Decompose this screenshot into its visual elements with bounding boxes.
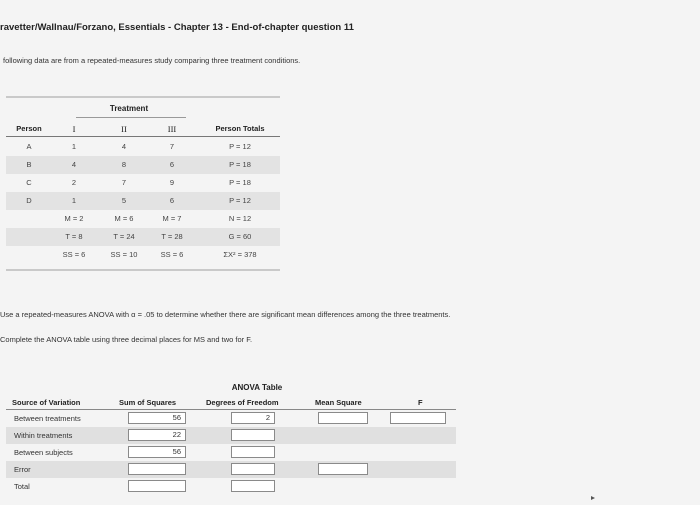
- cell: M = 2: [64, 214, 84, 223]
- anova-header-ss: Sum of Squares: [119, 398, 177, 407]
- ss-input[interactable]: 56: [128, 412, 186, 424]
- cell: T = 28: [161, 232, 183, 241]
- intro-text: following data are from a repeated-measures study comparing three treatment conditions.: [3, 56, 301, 65]
- cell: 4: [71, 160, 77, 169]
- cell: P = 18: [229, 160, 251, 169]
- anova-row-between-treatments: [6, 410, 456, 427]
- table-row: [6, 174, 280, 192]
- col-person: Person: [16, 124, 42, 133]
- cell: 7: [169, 142, 175, 151]
- cell: 2: [71, 178, 77, 187]
- df-input[interactable]: [231, 446, 275, 458]
- anova-caption: ANOVA Table: [231, 383, 283, 392]
- cell: 7: [121, 178, 127, 187]
- summary-row: [6, 246, 280, 264]
- ss-input[interactable]: 22: [128, 429, 186, 441]
- cell: SS = 6: [62, 250, 86, 259]
- cell: SS = 6: [160, 250, 184, 259]
- row-label: Within treatments: [14, 431, 73, 440]
- anova-row-within-treatments: [6, 427, 456, 444]
- cell: 4: [121, 142, 127, 151]
- treatment-heading: Treatment: [109, 104, 149, 113]
- cell: M = 7: [162, 214, 182, 223]
- anova-row-error: [6, 461, 456, 478]
- cell: A: [26, 142, 32, 151]
- pointer-arrow-icon: [591, 496, 595, 500]
- cell: N = 12: [228, 214, 252, 223]
- cell: G = 60: [228, 232, 252, 241]
- table-row: [6, 192, 280, 210]
- cell: SS = 10: [110, 250, 138, 259]
- ss-input[interactable]: 56: [128, 446, 186, 458]
- row-label: Total: [14, 482, 30, 491]
- cell: 6: [169, 160, 175, 169]
- df-input[interactable]: [231, 480, 275, 492]
- row-label: Between subjects: [14, 448, 73, 457]
- cell: 9: [169, 178, 175, 187]
- cell: 1: [71, 142, 77, 151]
- cell: 8: [121, 160, 127, 169]
- cell: P = 12: [229, 196, 251, 205]
- row-label: Error: [14, 465, 31, 474]
- ss-input[interactable]: [128, 480, 186, 492]
- cell: 5: [121, 196, 127, 205]
- cell: P = 18: [229, 178, 251, 187]
- ms-input[interactable]: [318, 463, 368, 475]
- treatment-underline: [76, 117, 186, 118]
- header-rule: [6, 136, 280, 137]
- table-bottom-rule: [6, 269, 280, 271]
- page-title: ravetter/Wallnau/Forzano, Essentials - Chapter 13 - End-of-chapter question 11: [0, 22, 354, 33]
- instruction-text: Complete the ANOVA table using three decimal places for MS and two for F.: [0, 335, 253, 344]
- anova-header-ms: Mean Square: [315, 398, 362, 407]
- table-row: [6, 138, 280, 156]
- col-person-totals: Person Totals: [215, 124, 265, 133]
- cell: T = 8: [65, 232, 83, 241]
- anova-header-source: Source of Variation: [12, 398, 81, 407]
- cell: P = 12: [229, 142, 251, 151]
- cell: C: [26, 178, 32, 187]
- col-treatment-2: II: [121, 124, 127, 134]
- anova-row-total: [6, 478, 456, 495]
- df-input[interactable]: 2: [231, 412, 275, 424]
- cell: 1: [71, 196, 77, 205]
- summary-row: [6, 228, 280, 246]
- table-top-rule: [6, 96, 280, 98]
- f-input[interactable]: [390, 412, 446, 424]
- table-row: [6, 156, 280, 174]
- cell: ΣX² = 378: [223, 250, 257, 259]
- col-treatment-3: III: [167, 124, 177, 134]
- col-treatment-1: I: [72, 124, 76, 134]
- anova-header-df: Degrees of Freedom: [206, 398, 279, 407]
- df-input[interactable]: [231, 463, 275, 475]
- cell: M = 6: [114, 214, 134, 223]
- cell: B: [26, 160, 32, 169]
- anova-header-f: F: [418, 398, 423, 407]
- cell: T = 24: [113, 232, 135, 241]
- row-label: Between treatments: [14, 414, 81, 423]
- anova-row-between-subjects: [6, 444, 456, 461]
- df-input[interactable]: [231, 429, 275, 441]
- ms-input[interactable]: [318, 412, 368, 424]
- ss-input[interactable]: [128, 463, 186, 475]
- question-text: Use a repeated-measures ANOVA with α = .05 to determine whether there are significant mean differences among the three treatments.: [0, 310, 451, 319]
- cell: 6: [169, 196, 175, 205]
- summary-row: [6, 210, 280, 228]
- cell: D: [26, 196, 32, 205]
